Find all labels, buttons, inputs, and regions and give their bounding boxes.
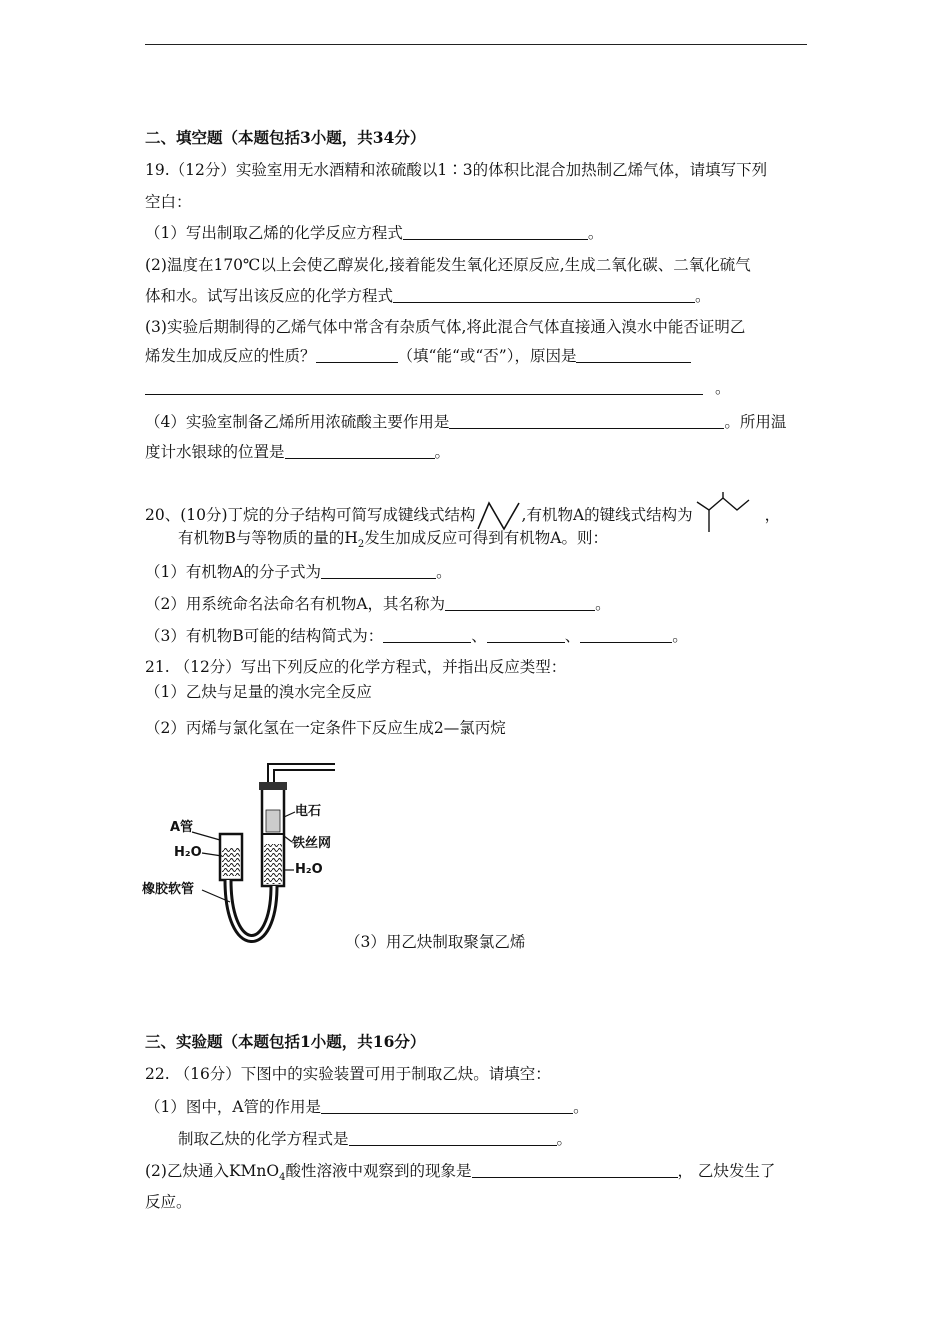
- q19-stem-line2: 空白：: [145, 193, 192, 211]
- apparatus-drawing: [140, 752, 360, 952]
- answer-blank[interactable]: [445, 596, 595, 611]
- label-rubber-hose: 橡胶软管: [142, 882, 195, 897]
- q21-part3: （3）用乙炔制取聚氯乙烯: [345, 933, 526, 951]
- q20-stem-line2: 有机物B与等物质的量的$H_2$发生加成反应可得到有机物A。则：: [178, 529, 608, 551]
- section2-heading: 二、填空题（本题包括3小题，共34分）: [145, 128, 426, 147]
- answer-blank[interactable]: [403, 225, 588, 240]
- answer-blank[interactable]: [383, 628, 471, 643]
- q22-part1-line1: （1）图中，A管的作用是 。: [145, 1098, 589, 1116]
- q22-part2-line1: (2)乙炔通入KMnO$_4$酸性溶液中观察到的现象是 ， 乙炔发生了: [145, 1162, 776, 1184]
- answer-blank[interactable]: [145, 380, 703, 395]
- compound-a-skeletal-formula: [693, 492, 755, 540]
- label-calcium-carbide: 电石: [295, 804, 322, 819]
- label-iron-mesh: 铁丝网: [292, 836, 332, 851]
- answer-blank[interactable]: [285, 444, 435, 459]
- answer-blank[interactable]: [316, 348, 398, 363]
- answer-blank[interactable]: [580, 628, 672, 643]
- answer-blank[interactable]: [349, 1131, 557, 1146]
- acetylene-apparatus-figure: [140, 752, 360, 952]
- answer-blank[interactable]: [472, 1163, 678, 1178]
- q19-part3-line1: (3)实验后期制得的乙烯气体中常含有杂质气体,将此混合气体直接通入溴水中能否证明乙: [145, 318, 746, 336]
- label-h2o-left: H₂O: [174, 845, 202, 860]
- q21-part2: （2）丙烯与氯化氢在一定条件下反应生成2—氯丙烷: [145, 719, 506, 737]
- q19-stem-line1: 19.（12分）实验室用无水酒精和浓硫酸以1∶3的体积比混合加热制乙烯气体，请填写下列: [145, 161, 768, 179]
- q22-stem: 22. （16分）下图中的实验装置可用于制取乙炔。请填空：: [145, 1065, 551, 1083]
- answer-blank[interactable]: [321, 1099, 573, 1114]
- q22-part1-line2: 制取乙炔的化学方程式是 。: [178, 1130, 573, 1148]
- q21-part1: （1）乙炔与足量的溴水完全反应: [145, 683, 372, 701]
- q19-part4-line2: 度计水银球的位置是 。: [145, 443, 451, 461]
- answer-blank[interactable]: [487, 628, 565, 643]
- q19-part3-line2: 烯发生加成反应的性质？ （填“能“或“否”），原因是: [145, 346, 691, 366]
- q20-part1: （1）有机物A的分子式为 。: [145, 563, 452, 581]
- q19-part2-line2: 体和水。试写出该反应的化学方程式 。: [145, 287, 711, 305]
- answer-blank[interactable]: [449, 414, 724, 429]
- q22-part2-line2: 反应。: [145, 1193, 192, 1211]
- label-h2o-right: H₂O: [295, 862, 323, 877]
- label-a-tube: A管: [170, 820, 194, 835]
- q19-part3-line3: 。: [145, 378, 731, 398]
- answer-blank[interactable]: [393, 288, 695, 303]
- q20-part3: （3）有机物B可能的结构简式为： 、 、 。: [145, 627, 688, 645]
- q20-stem-line1: 20、(10分)丁烷的分子结构可简写成键线式结构 ,有机物A的键线式结构为 ，: [145, 492, 780, 540]
- q20-part2: （2）用系统命名法命名有机物A，其名称为 。: [145, 595, 611, 613]
- answer-blank[interactable]: [321, 564, 436, 579]
- q19-part2-line1: (2)温度在170℃以上会使乙醇炭化,接着能发生氧化还原反应,生成二氧化碳、二氧化硫气: [145, 256, 751, 274]
- q19-part4-line1: （4）实验室制备乙烯所用浓硫酸主要作用是 。所用温: [145, 413, 787, 431]
- answer-blank[interactable]: [576, 348, 691, 363]
- section3-heading: 三、实验题（本题包括1小题，共16分）: [145, 1032, 426, 1051]
- q21-stem: 21. （12分）写出下列反应的化学方程式，并指出反应类型：: [145, 658, 567, 676]
- q19-part1: （1）写出制取乙烯的化学反应方程式 。: [145, 224, 604, 242]
- header-rule: [145, 44, 807, 45]
